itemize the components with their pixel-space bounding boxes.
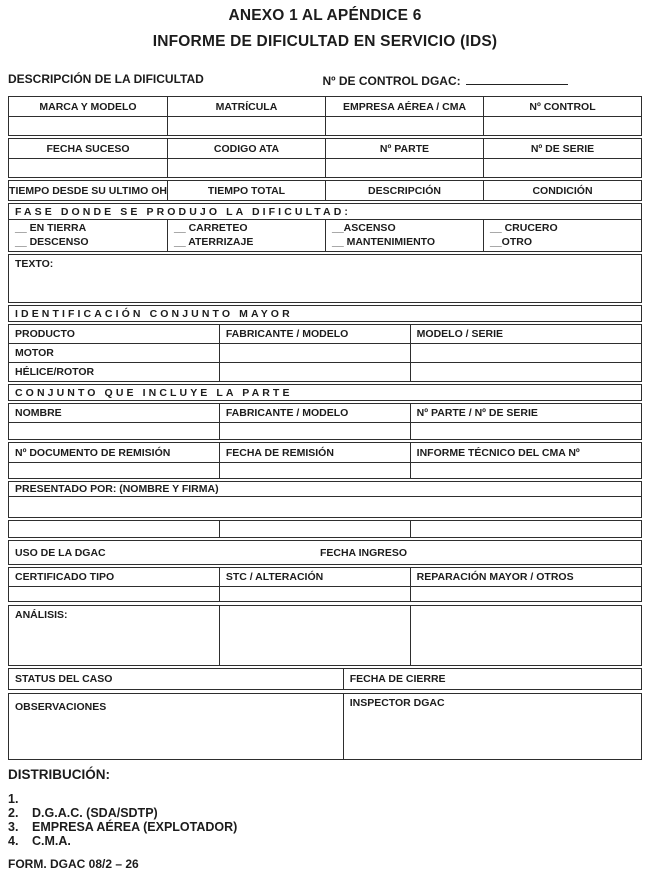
empty-field <box>219 463 410 478</box>
header-matricula: MATRÍCULA <box>167 97 325 116</box>
fase-option-mantenimiento: __ MANTENIMIENTO <box>332 235 436 248</box>
empty-field <box>9 463 219 478</box>
row-label-motor: MOTOR <box>15 347 54 359</box>
empty-field <box>483 159 641 177</box>
time-header-row <box>9 181 641 200</box>
distribucion-item-text: D.G.A.C. (SDA/SDTP) <box>32 806 158 820</box>
distribucion-item <box>8 792 642 806</box>
header-n-control: Nº CONTROL <box>483 97 641 116</box>
conjunto-parte-title-table <box>8 384 642 401</box>
empty-field <box>410 521 641 537</box>
header-condicion: CONDICIÓN <box>483 181 641 200</box>
fase-option-crucero: __ CRUCERO <box>490 222 558 234</box>
conjunto-mayor-helice-row <box>9 362 641 381</box>
texto-row <box>9 255 641 302</box>
event-header-row <box>9 139 641 158</box>
fase-table <box>8 203 642 252</box>
empty-field <box>410 423 641 439</box>
distribucion-item-text: C.M.A. <box>32 834 71 848</box>
control-number-label: Nº DE CONTROL DGAC: <box>322 74 461 88</box>
presentado-table <box>8 481 642 518</box>
form-code: FORM. DGAC 08/2 – 26 <box>8 857 139 871</box>
fecha-ingreso-label: FECHA INGRESO <box>319 546 408 559</box>
empty-field <box>410 606 641 665</box>
fase-option-ascenso: __ASCENSO <box>332 222 396 234</box>
header-fabricante-modelo: FABRICANTE / MODELO <box>219 404 410 422</box>
empty-field <box>219 587 410 601</box>
observaciones-label: OBSERVACIONES <box>15 701 107 713</box>
observaciones-row <box>9 694 641 759</box>
fase-options-row <box>9 219 641 251</box>
empty-field <box>9 159 167 177</box>
certificado-entry-row <box>9 586 641 601</box>
empty-field <box>219 423 410 439</box>
header-reparacion-mayor: REPARACIÓN MAYOR / OTROS <box>410 568 641 586</box>
inspector-dgac-label: INSPECTOR DGAC <box>343 694 641 759</box>
header-marca-modelo: MARCA Y MODELO <box>39 100 137 113</box>
header-n-serie: Nº DE SERIE <box>483 139 641 158</box>
conjunto-parte-section-title: CONJUNTO QUE INCLUYE LA PARTE <box>15 386 293 399</box>
remision-entry-row <box>9 462 641 478</box>
fase-option-descenso: __ DESCENSO <box>15 235 89 248</box>
empty-field <box>219 606 410 665</box>
form-title-line1: ANEXO 1 AL APÉNDICE 6 <box>228 7 422 24</box>
empty-field <box>325 117 483 135</box>
status-caso-label: STATUS DEL CASO <box>15 673 113 685</box>
control-number-blank-line <box>466 72 568 85</box>
presentado-signature-row <box>9 496 641 517</box>
uso-dgac-label: USO DE LA DGAC <box>15 546 106 559</box>
subheader <box>8 72 642 89</box>
header-n-parte: Nº PARTE <box>325 139 483 158</box>
fase-option-group <box>483 220 641 251</box>
empty-field <box>9 423 219 439</box>
empty-field <box>9 117 167 135</box>
certificado-table <box>8 567 642 602</box>
analisis-label: ANÁLISIS: <box>15 609 68 621</box>
empty-field <box>219 363 410 381</box>
conjunto-mayor-motor-row <box>9 343 641 362</box>
aircraft-entry-row <box>9 116 641 135</box>
header-tiempo-total: TIEMPO TOTAL <box>167 181 325 200</box>
empty-field <box>167 117 325 135</box>
conjunto-parte-table <box>8 403 642 440</box>
conjunto-mayor-table <box>8 324 642 382</box>
presentado-label: PRESENTADO POR: (NOMBRE Y FIRMA) <box>15 483 219 495</box>
fase-option-group <box>167 220 325 251</box>
control-number-group <box>322 72 567 88</box>
distribucion-item <box>8 834 642 848</box>
distribucion-item-number: 1. <box>8 792 19 806</box>
uso-dgac-table <box>8 540 642 565</box>
conjunto-mayor-title-table <box>8 305 642 322</box>
header-producto: PRODUCTO <box>15 328 75 340</box>
aircraft-id-table <box>8 96 642 136</box>
analisis-row <box>9 606 641 665</box>
empty-field <box>219 521 410 537</box>
header-certificado-tipo: CERTIFICADO TIPO <box>15 571 115 583</box>
header-stc-alteracion: STC / ALTERACIÓN <box>219 568 410 586</box>
distribucion-item-text: EMPRESA AÉREA (EXPLOTADOR) <box>32 820 238 834</box>
aircraft-header-row <box>9 97 641 116</box>
fase-title-row <box>9 204 641 219</box>
distribucion-item-number: 3. <box>8 820 19 834</box>
presentado-label-row <box>9 482 641 496</box>
descripcion-label: DESCRIPCIÓN DE LA DIFICULTAD <box>8 72 204 86</box>
fase-option-aterrizaje: __ ATERRIZAJE <box>174 235 254 248</box>
event-id-table <box>8 138 642 178</box>
fase-option-en-tierra: __ EN TIERRA <box>15 222 87 234</box>
distribucion-item <box>8 820 642 834</box>
header-fabricante-modelo: FABRICANTE / MODELO <box>219 325 410 343</box>
conjunto-parte-entry-row <box>9 422 641 439</box>
conjunto-mayor-section-title: IDENTIFICACIÓN CONJUNTO MAYOR <box>15 307 293 320</box>
fase-option-group <box>9 220 167 251</box>
distribucion-item-number: 2. <box>8 806 19 820</box>
header-fecha-suceso: FECHA SUCESO <box>46 142 130 155</box>
empty-field <box>410 363 641 381</box>
fase-option-carreteo: __ CARRETEO <box>174 222 248 234</box>
empty-field <box>219 344 410 362</box>
empty-field <box>410 587 641 601</box>
time-header-table <box>8 180 642 201</box>
distribucion-item-number: 4. <box>8 834 19 848</box>
event-entry-row <box>9 158 641 177</box>
empty-field <box>483 117 641 135</box>
empty-field <box>167 159 325 177</box>
empty-field <box>9 587 219 601</box>
fase-option-otro: __OTRO <box>490 235 533 248</box>
header-codigo-ata: CODIGO ATA <box>167 139 325 158</box>
header-descripcion: DESCRIPCIÓN <box>325 181 483 200</box>
observaciones-table <box>8 693 642 760</box>
conjunto-mayor-header-row <box>9 325 641 343</box>
header-doc-remision: Nº DOCUMENTO DE REMISIÓN <box>15 446 171 459</box>
header-fecha-remision: FECHA DE REMISIÓN <box>219 443 410 462</box>
certificado-header-row <box>9 568 641 586</box>
conjunto-parte-title-row <box>9 385 641 400</box>
header-parte-serie: Nº PARTE / Nº DE SERIE <box>410 404 641 422</box>
empty-field <box>9 497 641 517</box>
distribucion-title: DISTRIBUCIÓN: <box>8 767 110 782</box>
conjunto-parte-header-row <box>9 404 641 422</box>
spacer-entry-table <box>8 520 642 538</box>
fase-section-title: FASE DONDE SE PRODUJO LA DIFICULTAD: <box>15 205 351 218</box>
header-empresa-aerea: EMPRESA AÉREA / CMA <box>325 97 483 116</box>
empty-field <box>325 159 483 177</box>
distribucion-section <box>8 767 642 848</box>
empty-field <box>410 344 641 362</box>
header-tiempo-oh: TIEMPO DESDE SU ULTIMO OH <box>9 184 167 197</box>
uso-dgac-cell <box>9 541 641 564</box>
conjunto-mayor-title-row <box>9 306 641 321</box>
uso-dgac-row <box>9 541 641 564</box>
row-label-helice-rotor: HÉLICE/ROTOR <box>15 366 95 378</box>
form-tables <box>8 96 642 760</box>
analisis-table <box>8 605 642 666</box>
status-row <box>9 669 641 689</box>
distribucion-list <box>8 792 642 848</box>
header-modelo-serie: MODELO / SERIE <box>410 325 641 343</box>
form-title-line2: INFORME DE DIFICULTAD EN SERVICIO (IDS) <box>152 33 498 50</box>
fecha-cierre-label: FECHA DE CIERRE <box>343 669 641 689</box>
remision-header-row <box>9 443 641 462</box>
status-table <box>8 668 642 690</box>
spacer-entry-row <box>9 521 641 537</box>
header-informe-tecnico: INFORME TÉCNICO DEL CMA Nº <box>410 443 641 462</box>
empty-field <box>410 463 641 478</box>
fase-option-group <box>325 220 483 251</box>
remision-table <box>8 442 642 479</box>
header-nombre: NOMBRE <box>15 407 62 419</box>
distribucion-item <box>8 806 642 820</box>
texto-table <box>8 254 642 303</box>
empty-field <box>9 521 219 537</box>
texto-label: TEXTO: <box>15 258 54 270</box>
